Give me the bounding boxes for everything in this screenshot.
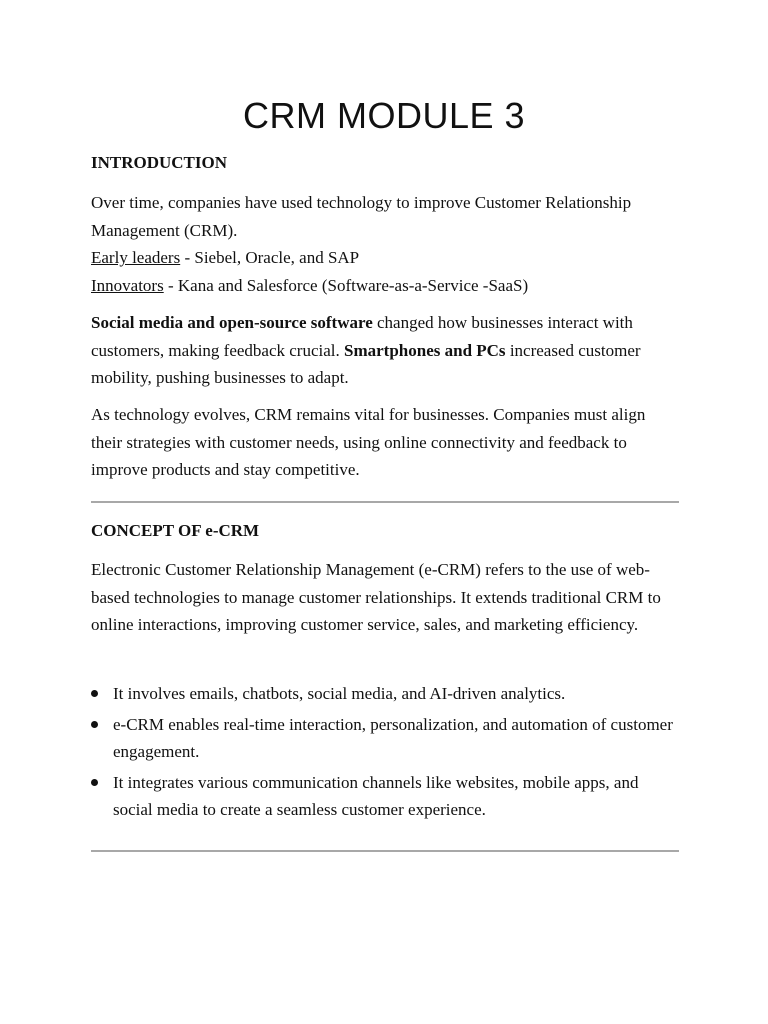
section-heading-introduction: INTRODUCTION — [91, 153, 228, 172]
intro-p2-bold-social-media: Social media and open-source software — [91, 313, 373, 332]
bullet-text: e-CRM enables real-time interaction, personalization, and automation of customer engagement. — [113, 714, 673, 761]
bullet-dot-icon — [91, 779, 98, 786]
intro-p2-text-2: increased customer mobility, pushing businesses to adapt. — [91, 340, 641, 387]
intro-p2-bold-smartphones: Smartphones and PCs — [344, 340, 506, 360]
intro-p2-text-1: changed how businesses interact with customers, making feedback crucial. — [91, 313, 633, 360]
intro-paragraph-1 — [91, 189, 679, 299]
early-leaders-label: Early leaders — [91, 248, 181, 267]
bullet-dot-icon — [91, 690, 98, 697]
bullet-text: It involves emails, chatbots, social media, and AI-driven analytics. — [113, 684, 566, 703]
section-heading-concept: CONCEPT OF e-CRM — [91, 521, 260, 540]
intro-paragraph-2 — [91, 309, 679, 392]
innovators-text: - Kana and Salesforce (Software-as-a-Service -SaaS) — [163, 275, 529, 295]
list-item — [91, 711, 679, 766]
bullet-dot-icon — [91, 721, 98, 728]
concept-paragraph-1: Electronic Customer Relationship Management (e-CRM) refers to the use of web-based technologies to manage customer relationships. It extends traditional CRM to online interactions, improving customer service, sales, and marketing efficiency. — [91, 560, 661, 634]
innovators-label: Innovators — [91, 275, 164, 295]
early-leaders-text: - Siebel, Oracle, and SAP — [180, 248, 360, 267]
section-divider — [91, 501, 679, 503]
page-title: CRM MODULE 3 — [242, 95, 526, 136]
intro-paragraph-3: As technology evolves, CRM remains vital for businesses. Companies must align their strategies with customer needs, using online connectivity and feedback to improve products and stay competitive. — [91, 405, 646, 479]
section-divider — [91, 850, 679, 852]
bullet-text: It integrates various communication channels like websites, mobile apps, and social media to create a seamless customer experience. — [113, 772, 639, 819]
concept-bullet-list — [91, 680, 679, 827]
list-item — [91, 769, 679, 824]
list-item — [91, 680, 679, 708]
intro-p1-text: Over time, companies have used technology to improve Customer Relationship Management (CRM). — [91, 193, 632, 240]
